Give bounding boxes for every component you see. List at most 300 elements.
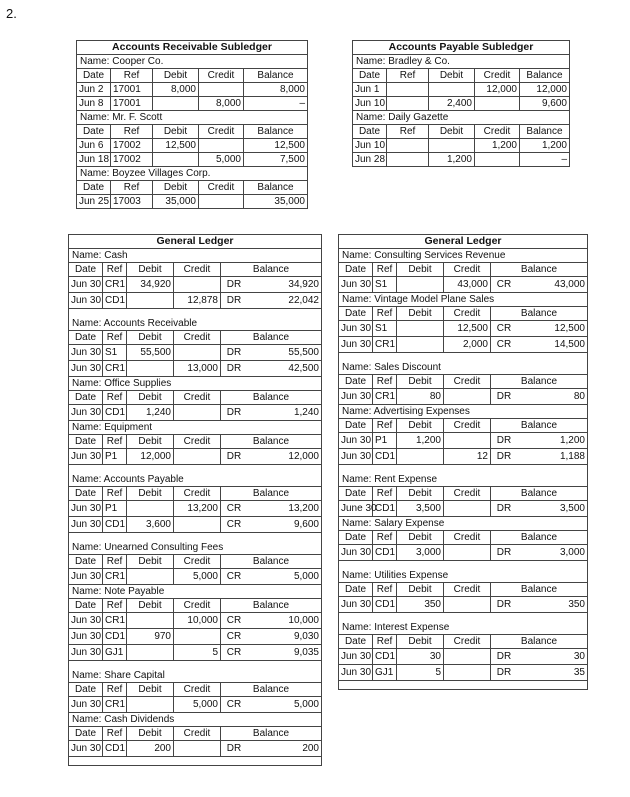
- ledger-row: [69, 449, 321, 465]
- balance-amount: 9,030: [293, 631, 319, 642]
- column-header: Date: [339, 375, 373, 388]
- ledger-cell: 350: [397, 597, 444, 612]
- ledger-cell: 30: [397, 649, 444, 664]
- column-header-row: [69, 391, 321, 405]
- ledger-cell: Jun 6: [77, 139, 111, 152]
- column-header-row: [69, 727, 321, 741]
- ledger-cell: [397, 337, 444, 352]
- column-header: Credit: [444, 307, 491, 320]
- account-name: Name: Interest Expense: [339, 621, 587, 635]
- ledger-cell: [127, 569, 174, 584]
- column-header-row: [77, 181, 307, 195]
- column-header: Ref: [111, 181, 153, 194]
- ledger-cell: 1,200: [429, 153, 475, 166]
- column-header: Debit: [153, 69, 199, 82]
- account-name: Name: Office Supplies: [69, 377, 321, 391]
- ledger-cell: 5: [174, 645, 221, 660]
- column-header: Credit: [174, 263, 221, 276]
- balance-cell: [221, 569, 321, 584]
- column-header: Debit: [127, 435, 174, 448]
- column-header: Debit: [397, 375, 444, 388]
- ledger-cell: 12,000: [127, 449, 174, 464]
- ledger-cell: 34,920: [127, 277, 174, 292]
- column-header: Balance: [520, 488, 558, 499]
- ledger-cell: Jun 30: [71, 279, 102, 290]
- column-header: Debit: [429, 125, 475, 138]
- ledger-row: [339, 277, 587, 293]
- ledger-row: [69, 741, 321, 757]
- column-header: Balance: [520, 308, 558, 319]
- ledger-cell: [397, 321, 444, 336]
- ledger-cell: 35,000: [274, 196, 305, 207]
- account-name: Name: Boyzee Villages Corp.: [77, 167, 307, 181]
- column-header: Ref: [103, 727, 127, 740]
- column-header: Balance: [520, 420, 558, 431]
- column-header: Date: [339, 583, 373, 596]
- balance-cell: [221, 361, 321, 376]
- ledger-cell: 80: [397, 389, 444, 404]
- column-header: Balance: [252, 728, 290, 739]
- spacer: [339, 613, 587, 621]
- balance-cell: [491, 545, 587, 560]
- balance-cell: [491, 277, 587, 292]
- column-header: Balance: [257, 126, 294, 137]
- ledger-cell: GJ1: [103, 645, 127, 660]
- column-header: Date: [77, 69, 111, 82]
- ledger-cell: CR1: [105, 363, 126, 374]
- balance-side: DR: [496, 503, 512, 514]
- ledger-cell: CR1: [375, 391, 396, 402]
- ledger-cell: [127, 645, 174, 660]
- balance-cell: [221, 501, 321, 516]
- account-name: Name: Advertising Expenses: [339, 405, 587, 419]
- column-header: Date: [77, 125, 111, 138]
- column-header: Credit: [174, 727, 221, 740]
- ledger-cell: 5,000: [174, 569, 221, 584]
- ledger-cell: –: [299, 98, 305, 109]
- column-header: Credit: [174, 391, 221, 404]
- column-header: Ref: [103, 263, 127, 276]
- ledger-cell: [444, 597, 491, 612]
- ledger-cell: [444, 389, 491, 404]
- column-header: Balance: [252, 392, 290, 403]
- column-header: Ref: [111, 69, 153, 82]
- column-header: Debit: [429, 69, 475, 82]
- ledger-cell: [387, 97, 429, 110]
- ledger-cell: Jun 30: [71, 743, 102, 754]
- ledger-cell: 43,000: [444, 277, 491, 292]
- account-name: Name: Accounts Receivable: [69, 317, 321, 331]
- balance-cell: [491, 597, 587, 612]
- ledger-cell: CD1: [105, 519, 126, 530]
- column-header: Date: [69, 331, 103, 344]
- ledger-cell: S1: [373, 321, 397, 336]
- balance-cell: [221, 629, 321, 644]
- balance-cell: [221, 613, 321, 628]
- ledger-cell: CR1: [105, 699, 126, 710]
- account-name: Name: Cash Dividends: [69, 713, 321, 727]
- account-name: Name: Daily Gazette: [353, 111, 569, 125]
- column-header: Credit: [174, 331, 221, 344]
- balance-amount: 35: [573, 667, 585, 678]
- ledger-cell: 17003: [111, 195, 153, 208]
- general-ledger-left: [68, 234, 322, 766]
- ledger-cell: Jun 30: [71, 407, 102, 418]
- ledger-cell: Jun 18: [79, 154, 110, 165]
- column-header: Ref: [373, 307, 397, 320]
- column-header: Debit: [153, 125, 199, 138]
- balance-amount: 1,200: [559, 435, 585, 446]
- ledger-cell: [174, 345, 221, 360]
- ledger-row: [77, 97, 307, 111]
- column-header: Credit: [444, 375, 491, 388]
- ledger-cell: GJ1: [373, 665, 397, 680]
- column-header: Credit: [444, 263, 491, 276]
- column-header-row: [339, 263, 587, 277]
- balance-amount: 43,000: [554, 279, 585, 290]
- spacer: [69, 661, 321, 669]
- ledger-cell: June 30: [341, 503, 377, 514]
- ledger-cell: CD1: [105, 631, 126, 642]
- column-header: Balance: [252, 684, 290, 695]
- balance-side: DR: [226, 451, 242, 462]
- ledger-row: [339, 665, 587, 681]
- ledger-cell: Jun 30: [71, 571, 102, 582]
- ledger-row: [339, 597, 587, 613]
- ledger-cell: Jun 10: [355, 140, 386, 151]
- ledger-cell: 8,000: [199, 97, 244, 110]
- balance-amount: 9,035: [293, 647, 319, 658]
- balance-side: DR: [496, 547, 512, 558]
- balance-cell: [221, 517, 321, 532]
- column-header: Debit: [397, 419, 444, 432]
- ledger-cell: [444, 649, 491, 664]
- ledger-cell: Jun 8: [77, 97, 111, 110]
- column-header-row: [339, 531, 587, 545]
- balance-side: CR: [226, 699, 242, 710]
- ledger-cell: S1: [373, 277, 397, 292]
- spacer: [69, 465, 321, 473]
- column-header-row: [339, 635, 587, 649]
- column-header: Credit: [444, 583, 491, 596]
- ledger-cell: S1: [103, 345, 127, 360]
- spacer: [339, 681, 587, 689]
- account-name: Name: Share Capital: [69, 669, 321, 683]
- column-header: Ref: [103, 391, 127, 404]
- column-header-row: [69, 555, 321, 569]
- account-name: Name: Salary Expense: [339, 517, 587, 531]
- column-header: Debit: [127, 263, 174, 276]
- column-header: Credit: [199, 181, 244, 194]
- ledger-row: [339, 389, 587, 405]
- balance-amount: 5,000: [293, 571, 319, 582]
- column-header: Date: [353, 69, 387, 82]
- ledger-cell: CD1: [375, 547, 396, 558]
- ledger-row: [69, 345, 321, 361]
- balance-cell: [491, 501, 587, 516]
- ledger-cell: 12,500: [153, 139, 199, 152]
- ledger-cell: 55,500: [127, 345, 174, 360]
- ledger-cell: CD1: [375, 651, 396, 662]
- column-header: Date: [69, 391, 103, 404]
- general-ledger-right: [338, 234, 588, 690]
- general-ledger-title: General Ledger: [69, 235, 321, 249]
- ledger-cell: CR1: [105, 615, 126, 626]
- account-name: Name: Equipment: [69, 421, 321, 435]
- subledger-title: Accounts Payable Subledger: [353, 41, 569, 55]
- account-name: Name: Note Payable: [69, 585, 321, 599]
- account-name: Name: Cash: [69, 249, 321, 263]
- ledger-cell: P1: [373, 433, 397, 448]
- column-header: Debit: [127, 683, 174, 696]
- ledger-cell: [174, 405, 221, 420]
- balance-side: DR: [496, 451, 512, 462]
- ledger-cell: 1,200: [397, 433, 444, 448]
- balance-side: CR: [226, 503, 242, 514]
- column-header: Ref: [373, 531, 397, 544]
- balance-cell: [491, 389, 587, 404]
- ledger-cell: Jun 25: [79, 196, 110, 207]
- column-header: Debit: [397, 635, 444, 648]
- balance-amount: 14,500: [554, 339, 585, 350]
- spacer: [69, 309, 321, 317]
- column-header: Ref: [103, 555, 127, 568]
- balance-amount: 350: [568, 599, 585, 610]
- balance-cell: [491, 649, 587, 664]
- balance-cell: [491, 449, 587, 464]
- balance-side: CR: [226, 647, 242, 658]
- column-header: Date: [77, 181, 111, 194]
- column-header: Ref: [103, 487, 127, 500]
- column-header: Ref: [103, 683, 127, 696]
- ledger-cell: Jun 30: [71, 347, 102, 358]
- column-header: Debit: [397, 531, 444, 544]
- ledger-cell: Jun 10: [355, 98, 386, 109]
- balance-side: DR: [226, 743, 242, 754]
- ledger-cell: [127, 697, 174, 712]
- column-header: Balance: [526, 70, 563, 81]
- ledger-cell: [397, 449, 444, 464]
- balance-side: CR: [496, 323, 512, 334]
- column-header: Credit: [444, 635, 491, 648]
- ledger-cell: Jun 2: [77, 83, 111, 96]
- ledger-cell: [127, 613, 174, 628]
- balance-amount: 3,000: [559, 547, 585, 558]
- ledger-cell: Jun 30: [341, 435, 372, 446]
- ledger-cell: 17001: [111, 83, 153, 96]
- ledger-cell: 1,200: [541, 140, 567, 151]
- ledger-cell: 13,200: [174, 501, 221, 516]
- account-name: Name: Mr. F. Scott: [77, 111, 307, 125]
- ledger-cell: 1,200: [475, 139, 520, 152]
- account-name: Name: Rent Expense: [339, 473, 587, 487]
- ledger-cell: CD1: [105, 295, 126, 306]
- column-header: Ref: [373, 263, 397, 276]
- ledger-row: [339, 501, 587, 517]
- ledger-cell: CR1: [105, 571, 126, 582]
- column-header-row: [339, 583, 587, 597]
- ledger-cell: [387, 83, 429, 96]
- column-header: Ref: [103, 435, 127, 448]
- ledger-cell: [475, 153, 520, 166]
- ledger-cell: Jun 30: [71, 451, 102, 462]
- balance-amount: 5,000: [293, 699, 319, 710]
- column-header-row: [77, 125, 307, 139]
- balance-amount: 55,500: [288, 347, 319, 358]
- column-header: Date: [69, 599, 103, 612]
- ledger-cell: 12,878: [174, 293, 221, 308]
- balance-side: DR: [496, 667, 512, 678]
- ledger-cell: P1: [103, 449, 127, 464]
- ledger-row: [339, 449, 587, 465]
- column-header: Credit: [174, 683, 221, 696]
- ledger-cell: 12: [444, 449, 491, 464]
- ledger-cell: 5: [397, 665, 444, 680]
- ledger-cell: CD1: [105, 743, 126, 754]
- balance-side: DR: [226, 407, 242, 418]
- subledger-title: Accounts Receivable Subledger: [77, 41, 307, 55]
- balance-cell: [221, 741, 321, 756]
- ledger-cell: CD1: [105, 407, 126, 418]
- balance-amount: 13,200: [288, 503, 319, 514]
- balance-amount: 1,188: [559, 451, 585, 462]
- ledger-cell: [387, 139, 429, 152]
- column-header: Balance: [257, 70, 294, 81]
- ledger-row: [69, 697, 321, 713]
- ledger-cell: CD1: [375, 503, 396, 514]
- ledger-cell: 12,000: [475, 83, 520, 96]
- account-name: Name: Bradley & Co.: [353, 55, 569, 69]
- column-header-row: [353, 125, 569, 139]
- column-header: Ref: [103, 599, 127, 612]
- column-header: Date: [339, 531, 373, 544]
- ledger-row: [69, 277, 321, 293]
- ledger-cell: 9,600: [541, 98, 567, 109]
- balance-cell: [491, 321, 587, 336]
- ledger-row: [353, 83, 569, 97]
- column-header: Credit: [199, 69, 244, 82]
- ledger-row: [353, 97, 569, 111]
- column-header: Balance: [257, 182, 294, 193]
- balance-side: CR: [496, 279, 512, 290]
- ledger-cell: 12,000: [536, 84, 567, 95]
- ledger-cell: 8,000: [153, 83, 199, 96]
- column-header: Balance: [252, 264, 290, 275]
- column-header: Credit: [444, 419, 491, 432]
- balance-amount: 12,000: [288, 451, 319, 462]
- column-header: Balance: [520, 584, 558, 595]
- balance-side: DR: [226, 295, 242, 306]
- column-header: Balance: [520, 532, 558, 543]
- column-header: Credit: [475, 69, 520, 82]
- column-header: Ref: [373, 635, 397, 648]
- ledger-row: [69, 569, 321, 585]
- column-header: Date: [339, 419, 373, 432]
- ledger-row: [77, 195, 307, 208]
- ledger-cell: Jun 30: [341, 547, 372, 558]
- column-header: Debit: [127, 487, 174, 500]
- balance-side: CR: [226, 519, 242, 530]
- column-header-row: [339, 487, 587, 501]
- account-name: Name: Vintage Model Plane Sales: [339, 293, 587, 307]
- ledger-cell: [199, 139, 244, 152]
- column-header: Debit: [397, 487, 444, 500]
- column-header: Credit: [444, 531, 491, 544]
- balance-cell: [221, 405, 321, 420]
- ledger-cell: 200: [127, 741, 174, 756]
- column-header: Date: [69, 263, 103, 276]
- column-header-row: [69, 599, 321, 613]
- ledger-cell: [444, 665, 491, 680]
- column-header: Credit: [475, 125, 520, 138]
- column-header: Debit: [127, 727, 174, 740]
- column-header: Debit: [397, 583, 444, 596]
- ledger-cell: Jun 30: [341, 339, 372, 350]
- ledger-cell: CD1: [375, 451, 396, 462]
- ledger-cell: 12,500: [444, 321, 491, 336]
- ledger-cell: 970: [127, 629, 174, 644]
- column-header-row: [69, 263, 321, 277]
- ledger-cell: 17002: [111, 139, 153, 152]
- ledger-cell: [174, 741, 221, 756]
- column-header: Balance: [526, 126, 563, 137]
- ledger-cell: Jun 30: [341, 599, 372, 610]
- column-header: Date: [353, 125, 387, 138]
- ledger-row: [339, 545, 587, 561]
- column-header: Balance: [520, 636, 558, 647]
- balance-amount: 200: [302, 743, 319, 754]
- ledger-cell: –: [561, 154, 567, 165]
- accounts-receivable-subledger: [76, 40, 308, 209]
- ledger-cell: 5,000: [174, 697, 221, 712]
- column-header: Debit: [127, 555, 174, 568]
- column-header: Ref: [373, 487, 397, 500]
- ledger-cell: 2,000: [444, 337, 491, 352]
- ledger-row: [353, 153, 569, 166]
- column-header: Ref: [373, 375, 397, 388]
- column-header: Date: [339, 263, 373, 276]
- ledger-cell: 17001: [111, 97, 153, 110]
- balance-cell: [491, 433, 587, 448]
- ledger-row: [77, 139, 307, 153]
- ledger-cell: [127, 361, 174, 376]
- ledger-cell: Jun 30: [71, 647, 102, 658]
- ledger-cell: [127, 293, 174, 308]
- column-header: Ref: [373, 583, 397, 596]
- balance-amount: 9,600: [293, 519, 319, 530]
- ledger-cell: [429, 83, 475, 96]
- ledger-cell: [153, 153, 199, 166]
- ledger-cell: [199, 195, 244, 208]
- column-header: Balance: [252, 556, 290, 567]
- column-header: Date: [339, 307, 373, 320]
- account-name: Name: Accounts Payable: [69, 473, 321, 487]
- column-header: Balance: [252, 332, 290, 343]
- balance-side: DR: [226, 363, 242, 374]
- ledger-row: [69, 361, 321, 377]
- account-name: Name: Unearned Consulting Fees: [69, 541, 321, 555]
- column-header-row: [69, 683, 321, 697]
- ledger-cell: Jun 30: [341, 323, 372, 334]
- ledger-cell: CR1: [105, 279, 126, 290]
- column-header: Date: [69, 683, 103, 696]
- ledger-row: [69, 629, 321, 645]
- balance-cell: [221, 645, 321, 660]
- column-header-row: [69, 435, 321, 449]
- general-ledger-title: General Ledger: [339, 235, 587, 249]
- account-name: Name: Sales Discount: [339, 361, 587, 375]
- column-header: Debit: [127, 331, 174, 344]
